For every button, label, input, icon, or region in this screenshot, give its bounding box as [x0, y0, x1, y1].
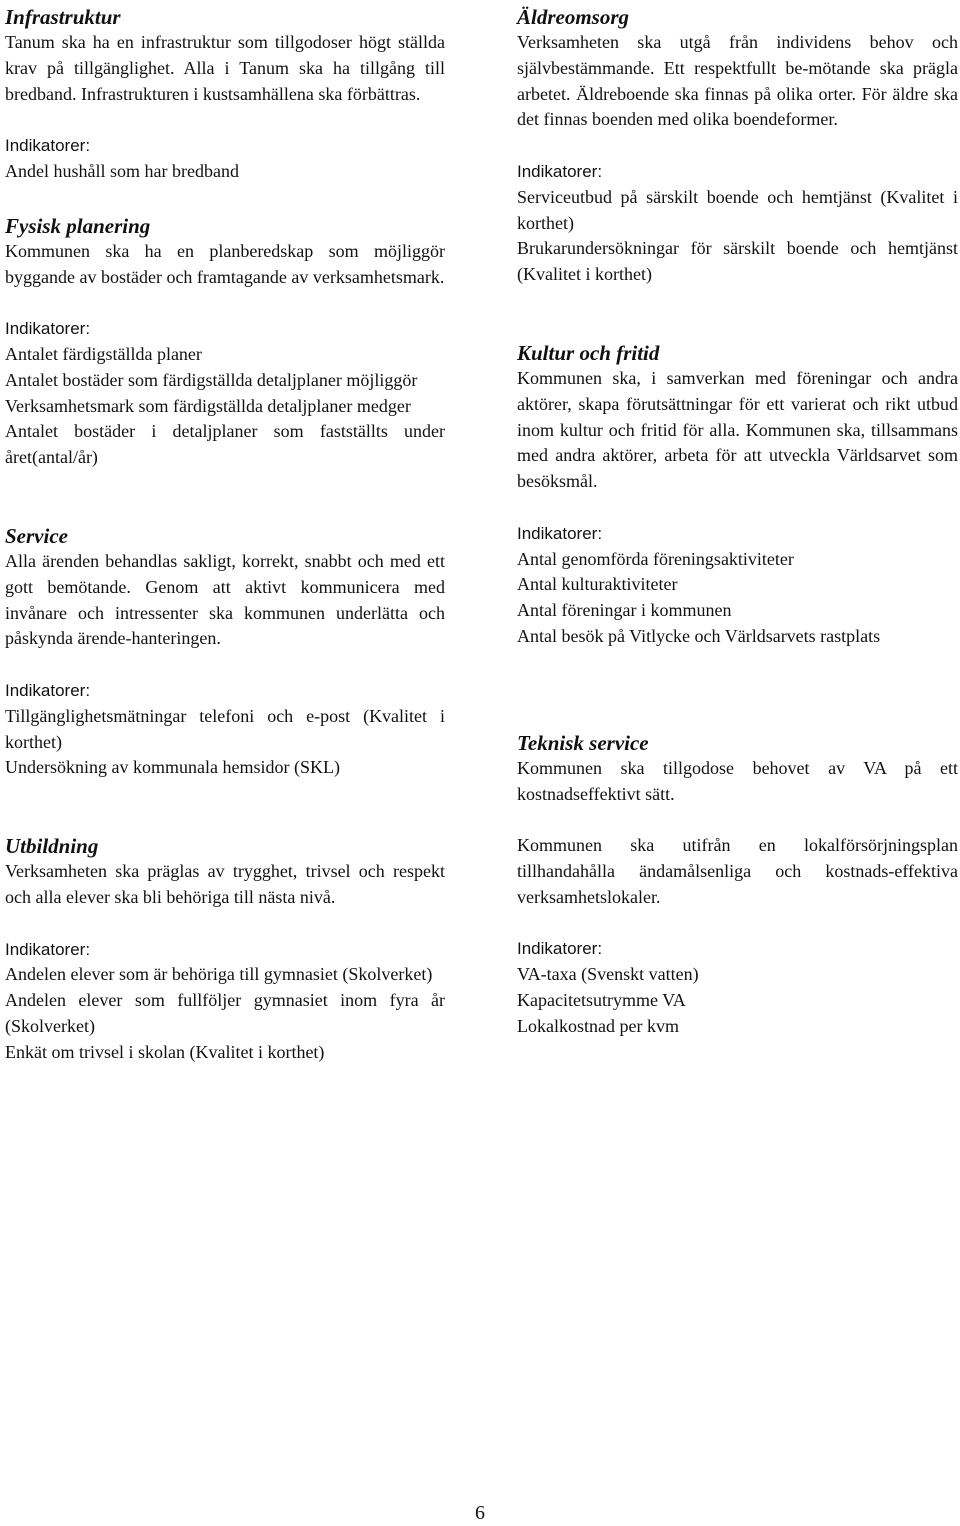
indicators-label: Indikatorer: — [517, 939, 603, 959]
indicator-item: Antal genomförda föreningsaktiviteter — [517, 548, 794, 569]
indicator-item: Lokalkostnad per kvm — [517, 1015, 679, 1036]
indicator-item: Antal besök på Vitlycke och Världsarvets rastplats — [517, 625, 881, 646]
section-heading: Kultur och fritid — [517, 340, 660, 365]
indicator-item: Antalet färdigställda planer — [5, 343, 202, 364]
indicators-label: Indikatorer: — [5, 939, 91, 959]
section-text: Kommunen ska, i samverkan med föreningar och andra aktörer, skapa förutsättningar för ett varierat och rikt utbud inom kultur och fritid för alla. Kommunen ska, tillsammans med andra aktörer, arbeta för att utveckla Världsarvet som besöksmål. — [517, 367, 958, 492]
section-text: Kommunen ska utifrån en lokalförsörjningsplan tillhandahålla ändamålsenliga och kostnads-effektiva verksamhetslokaler. — [517, 835, 958, 907]
left-column — [5, 4, 445, 1066]
section-fysisk-planering — [5, 213, 445, 471]
indicator-item: Antal föreningar i kommunen — [517, 600, 732, 621]
indicators-label: Indikatorer: — [517, 523, 603, 543]
section-heading: Utbildning — [5, 834, 99, 859]
section-utbildning — [5, 833, 445, 1065]
indicator-item: Antalet bostäder i detaljplaner som fastställts under året(antal/år) — [5, 421, 445, 468]
section-heading: Infrastruktur — [5, 5, 121, 29]
section-text: Verksamheten ska utgå från individens behov och självbestämmande. Ett respektfullt be-mötande ska prägla arbetet. Äldreboende ska finnas på olika orter. För äldre ska det finnas boenden med olika boendeformer. — [517, 32, 958, 130]
section-heading: Teknisk service — [517, 730, 649, 755]
section-aldreomsorg — [517, 4, 958, 288]
indicator-item: Tillgänglighetsmätningar telefoni och e-post (Kvalitet i korthet) — [5, 705, 445, 752]
indicators-label: Indikatorer: — [5, 136, 91, 156]
indicator-item: Andel hushåll som har bredband — [5, 160, 239, 181]
section-heading: Fysisk planering — [5, 213, 151, 238]
page-number: 6 — [475, 1502, 485, 1524]
section-heading: Service — [5, 523, 68, 548]
indicator-item: Enkät om trivsel i skolan (Kvalitet i korthet) — [5, 1041, 325, 1062]
section-text: Tanum ska ha en infrastruktur som tillgodoser högt ställda krav på tillgänglighet. Alla i Tanum ska ha tillgång till bredband. Infrastrukturen i kustsamhällena ska förbättras. — [5, 32, 445, 104]
indicator-item: Andelen elever som fullföljer gymnasiet inom fyra år (Skolverket) — [5, 990, 445, 1036]
section-text: Alla ärenden behandlas sakligt, korrekt, snabbt och med ett gott bemötande. Genom att aktivt kommunicera med invånare och intressenter ska kommunen underlätta och påskynda ärende-hanteringen. — [5, 550, 445, 649]
indicator-item: Antalet bostäder som färdigställda detaljplaner möjliggör — [5, 369, 418, 390]
indicator-item: Antal kulturaktiviteter — [517, 574, 678, 595]
section-service — [5, 523, 445, 781]
section-text: Kommunen ska ha en planberedskap som möjliggör byggande av bostäder och framtagande av verksamhetsmark. — [5, 240, 445, 287]
section-text: Kommunen ska tillgodose behovet av VA på ett kostnadseffektivt sätt. — [517, 757, 958, 804]
indicator-item: Brukarundersökningar för särskilt boende och hemtjänst (Kvalitet i korthet) — [517, 238, 958, 285]
section-text: Verksamheten ska präglas av trygghet, trivsel och respekt och alla elever ska bli behöriga till nästa nivå. — [5, 861, 445, 907]
indicator-item: Serviceutbud på särskilt boende och hemtjänst (Kvalitet i korthet) — [517, 186, 958, 233]
section-teknisk-service — [517, 730, 958, 1040]
section-heading: Äldreomsorg — [517, 5, 630, 29]
indicator-item: Undersökning av kommunala hemsidor (SKL) — [5, 757, 340, 778]
indicator-item: Kapacitetsutrymme VA — [517, 989, 686, 1010]
indicator-item: Verksamhetsmark som färdigställda detaljplaner medger — [5, 395, 411, 416]
indicators-label: Indikatorer: — [5, 319, 91, 339]
indicators-label: Indikatorer: — [5, 680, 91, 700]
section-kultur-och-fritid — [517, 340, 958, 650]
section-infrastruktur — [5, 4, 445, 185]
right-column — [517, 4, 958, 1040]
indicator-item: VA-taxa (Svenskt vatten) — [517, 964, 699, 985]
indicator-item: Andelen elever som är behöriga till gymnasiet (Skolverket) — [5, 964, 433, 985]
indicators-label: Indikatorer: — [517, 161, 603, 181]
